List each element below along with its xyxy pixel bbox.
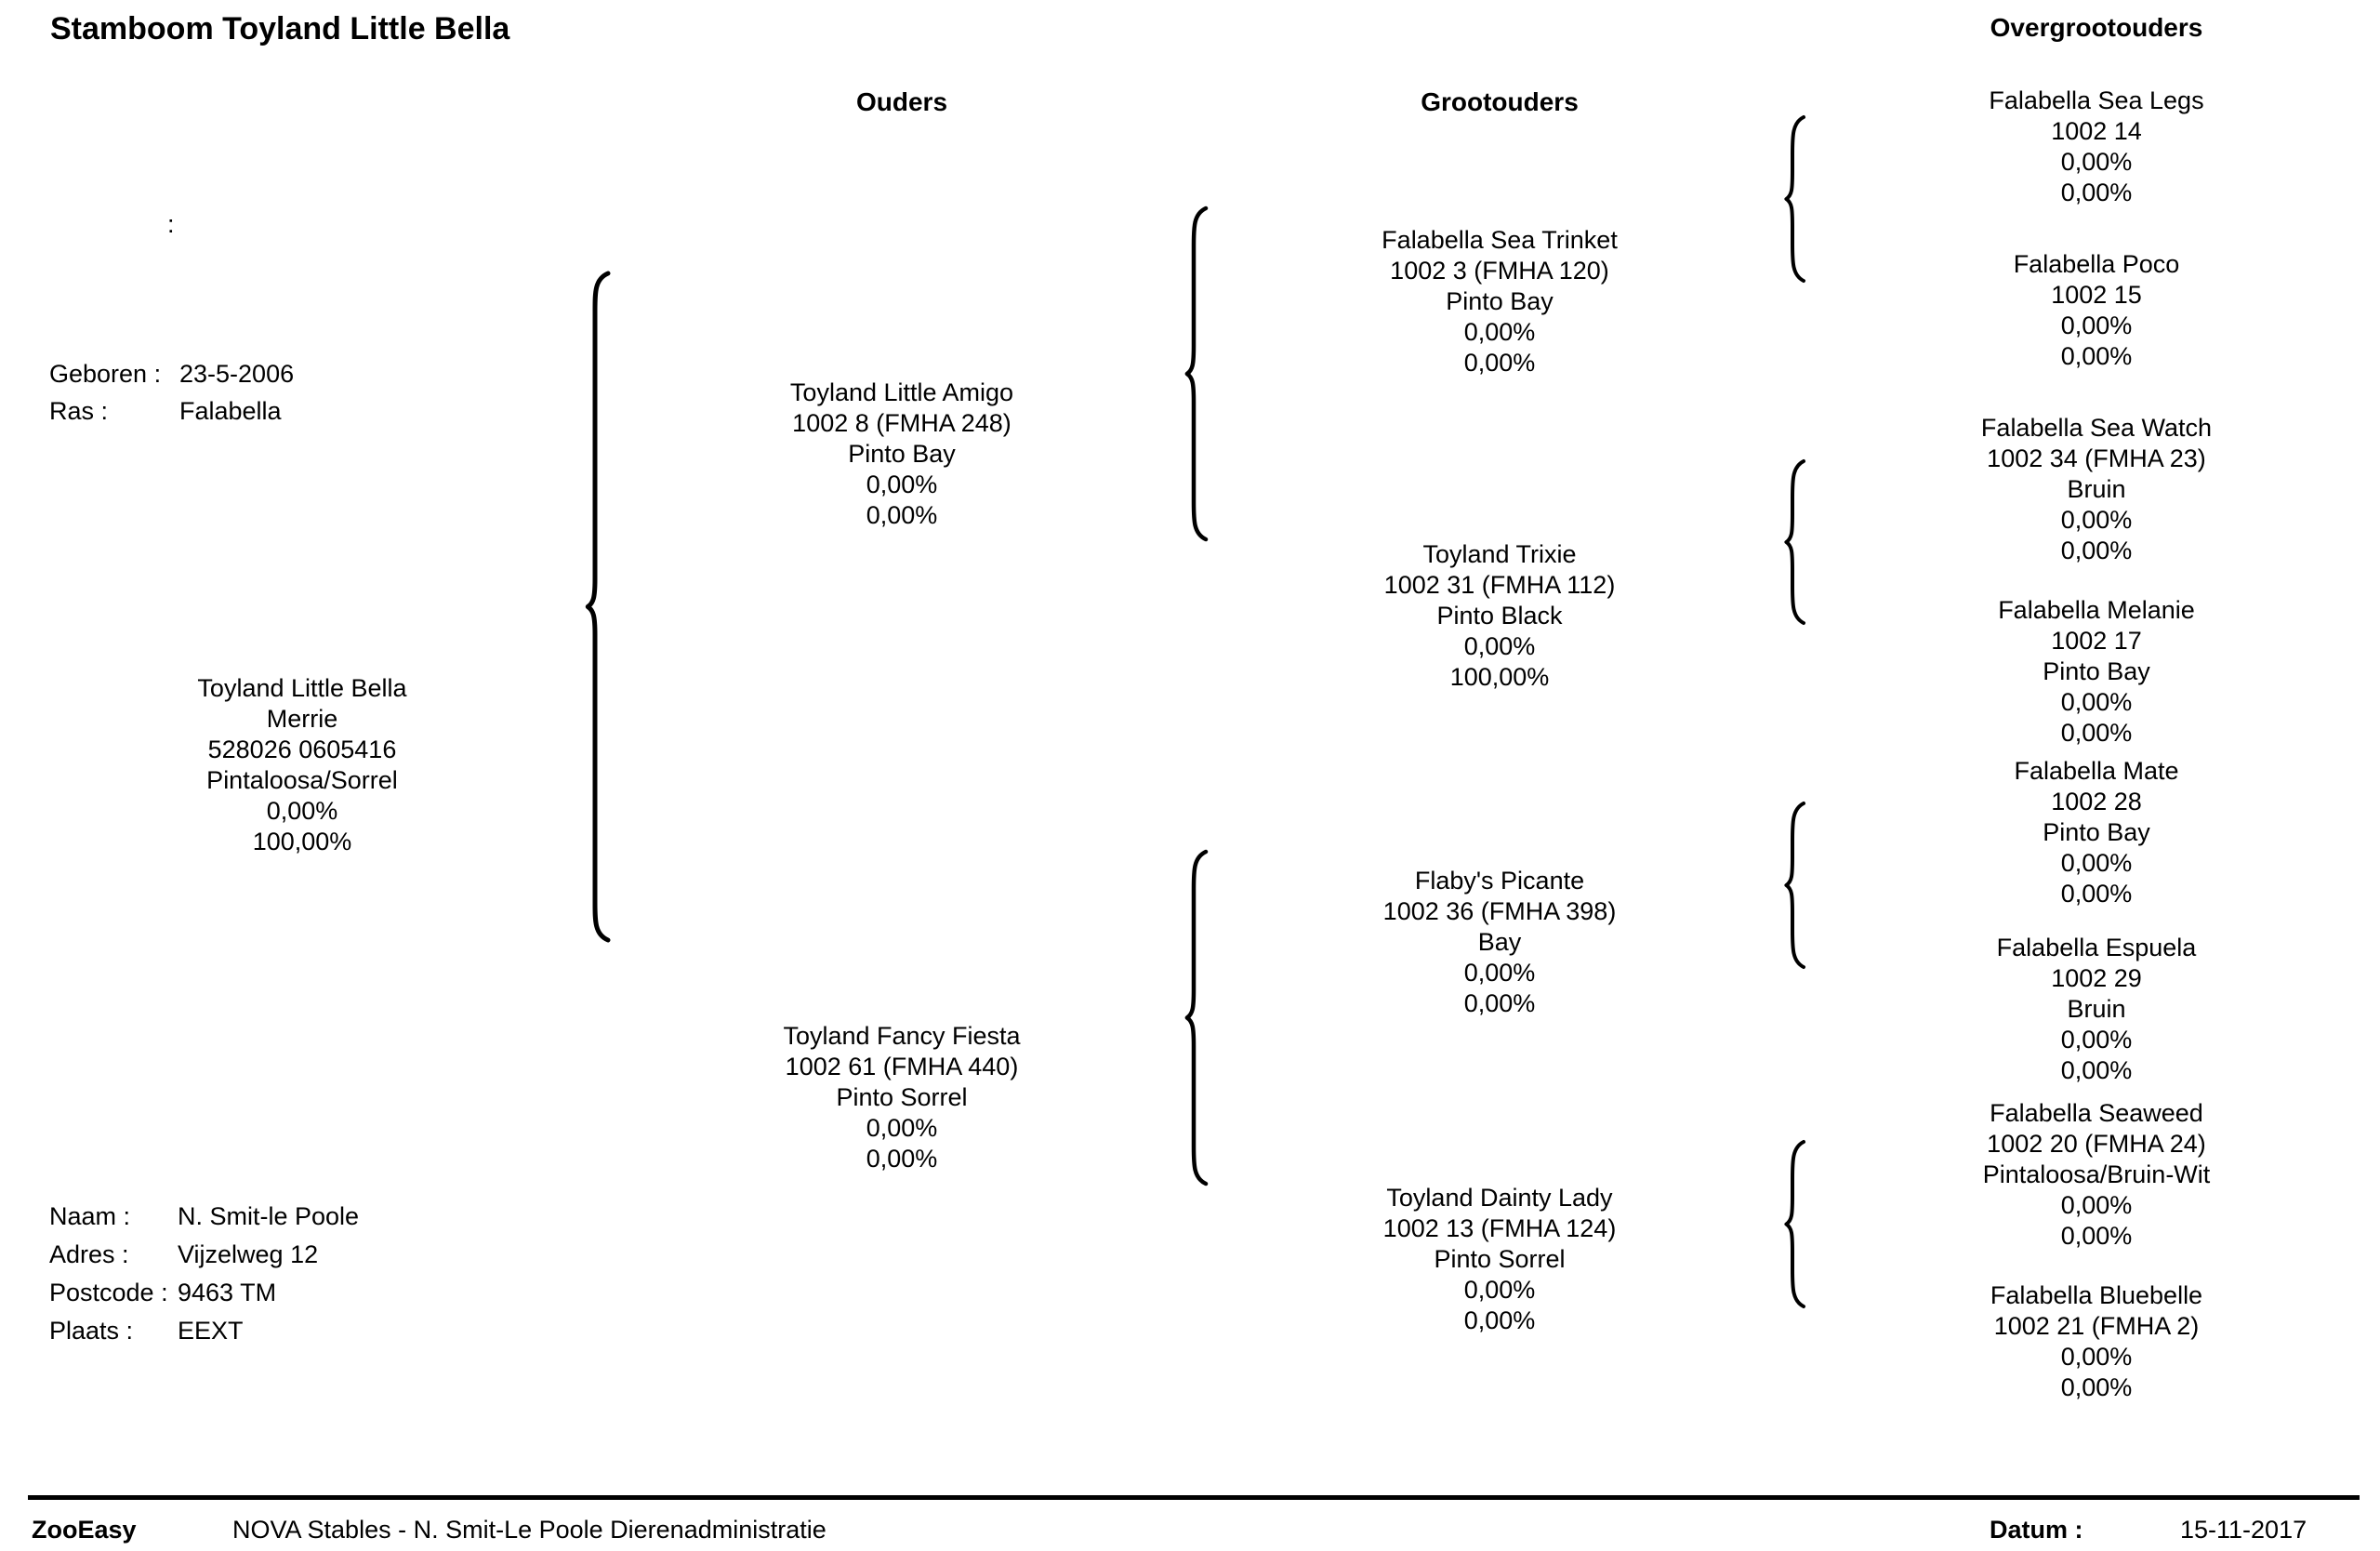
great-grandparent-block-line: Falabella Sea Legs (1989, 86, 2204, 114)
great-grandparent-block-line: Falabella Melanie (1998, 596, 2195, 624)
subject-pct-2: 100,00% (252, 828, 352, 855)
header-ouders: Ouders (855, 87, 948, 116)
brace-subject (588, 273, 608, 940)
naam-label: Naam : (49, 1202, 131, 1230)
adres-label: Adres : (49, 1240, 129, 1268)
great-grandparent-block-line: 0,00% (2060, 688, 2133, 716)
footer-app-name: ZooEasy (32, 1516, 137, 1544)
parent-block-line: 1002 8 (FMHA 248) (792, 409, 1012, 437)
plaats-label: Plaats : (49, 1317, 134, 1345)
grandparent-block-line: 0,00% (1463, 989, 1536, 1017)
great-grandparent-block-line: Falabella Bluebelle (1990, 1281, 2203, 1309)
ras-value: Falabella (179, 397, 282, 425)
great-grandparent-block-line: 0,00% (2060, 1222, 2133, 1250)
parent-block-line: 0,00% (866, 1145, 938, 1173)
great-grandparent-block-line: 0,00% (2060, 506, 2133, 534)
great-grandparent-block-line: Falabella Espuela (1996, 934, 2197, 961)
parent-block-line: 0,00% (866, 501, 938, 529)
great-grandparent-block-line: Pinto Bay (2043, 818, 2150, 846)
great-grandparent-block-line: Bruin (2067, 475, 2126, 503)
great-grandparent-block-line: 0,00% (2060, 1373, 2133, 1401)
great-grandparent-block-line: Falabella Poco (2013, 250, 2180, 278)
brace-gp-1 (1786, 117, 1804, 281)
parent-block-line: 1002 61 (FMHA 440) (785, 1053, 1019, 1080)
parent-block-line: Pinto Bay (848, 440, 956, 468)
great-grandparent-block-line: 1002 17 (2051, 627, 2142, 655)
great-grandparent-block-line: Pintaloosa/Bruin-Wit (1982, 1160, 2211, 1188)
subject-id: 528026 0605416 (207, 736, 397, 763)
geboren-value: 23-5-2006 (179, 360, 295, 388)
great-grandparent-block-line: 0,00% (2060, 1343, 2133, 1371)
great-grandparent-block-line: 1002 34 (FMHA 23) (1987, 444, 2206, 472)
great-grandparent-block-line: 1002 15 (2051, 281, 2142, 309)
brace-gp-4 (1786, 1142, 1804, 1306)
grandparent-block-line: Pinto Bay (1446, 287, 1554, 315)
naam-value: N. Smit-le Poole (178, 1202, 360, 1230)
grandparent-block-line: Flaby's Picante (1414, 867, 1585, 895)
grandparent-block-line: 0,00% (1463, 1306, 1536, 1334)
grandparent-block-line: 0,00% (1463, 959, 1536, 987)
great-grandparent-block-line: 0,00% (2060, 537, 2133, 564)
plaats-value: EEXT (178, 1317, 244, 1345)
subject-name: Toyland Little Bella (197, 674, 407, 702)
subject-sex: Merrie (266, 705, 338, 733)
great-grandparent-block-line: 0,00% (2060, 849, 2133, 877)
grandparent-block-line: 1002 3 (FMHA 120) (1390, 257, 1609, 285)
grandparent-block-line: Toyland Trixie (1422, 540, 1577, 568)
great-grandparent-block-line: Bruin (2067, 995, 2126, 1023)
grandparent-block-line: 0,00% (1463, 349, 1536, 377)
subject-color: Pintaloosa/Sorrel (206, 766, 398, 794)
grandparent-block-line: Toyland Dainty Lady (1386, 1184, 1613, 1212)
ras-label: Ras : (49, 397, 109, 425)
great-grandparent-block-line: 0,00% (2060, 1191, 2133, 1219)
great-grandparent-block-line: 1002 29 (2051, 964, 2142, 992)
parent-block-line: Toyland Fancy Fiesta (783, 1022, 1021, 1050)
brace-gp-3 (1786, 803, 1804, 967)
header-grootouders: Grootouders (1421, 87, 1579, 116)
brace-parent-2 (1187, 852, 1206, 1184)
parent-block-line: 0,00% (866, 1114, 938, 1142)
great-grandparent-block-line: 0,00% (2060, 148, 2133, 176)
grandparent-block-line: Pinto Black (1436, 602, 1563, 630)
great-grandparent-block-line: 0,00% (2060, 880, 2133, 908)
great-grandparent-block-line: 1002 28 (2051, 788, 2142, 815)
geboren-label: Geboren : (49, 360, 162, 388)
great-grandparent-block-line: Falabella Mate (2014, 757, 2179, 785)
great-grandparent-block-line: 0,00% (2060, 179, 2133, 206)
parent-block-line: Toyland Little Amigo (789, 378, 1014, 406)
great-grandparent-block-line: 0,00% (2060, 312, 2133, 339)
great-grandparent-block-line: Falabella Seaweed (1990, 1099, 2203, 1127)
great-grandparent-block-line: 0,00% (2060, 1026, 2133, 1054)
grandparent-block-line: 100,00% (1449, 663, 1550, 691)
page-title: Stamboom Toyland Little Bella (50, 11, 510, 46)
great-grandparent-block-line: 0,00% (2060, 1056, 2133, 1084)
great-grandparent-block-line: 1002 14 (2051, 117, 2142, 145)
great-grandparent-block-line: 0,00% (2060, 719, 2133, 747)
parent-block-line: Pinto Sorrel (836, 1083, 968, 1111)
grandparent-block-line: 0,00% (1463, 1276, 1536, 1304)
great-grandparent-block-line: Pinto Bay (2043, 657, 2150, 685)
footer-organisation: NOVA Stables - N. Smit-Le Poole Dierenadministratie (232, 1516, 826, 1544)
grandparent-block-line: 0,00% (1463, 632, 1536, 660)
brace-parent-1 (1187, 208, 1206, 539)
postcode-label: Postcode : (49, 1279, 168, 1306)
grandparent-block-line: 0,00% (1463, 318, 1536, 346)
brace-gp-2 (1786, 461, 1804, 623)
great-grandparent-block-line: 1002 21 (FMHA 2) (1993, 1312, 2200, 1340)
parent-block-line: 0,00% (866, 471, 938, 498)
footer-datum-label: Datum : (1990, 1516, 2083, 1544)
grandparent-block-line: 1002 13 (FMHA 124) (1382, 1214, 1617, 1242)
postcode-value: 9463 TM (178, 1279, 277, 1306)
grandparent-block-line: Bay (1477, 928, 1522, 956)
adres-value: Vijzelweg 12 (178, 1240, 319, 1268)
grandparent-block-line: 1002 31 (FMHA 112) (1383, 571, 1616, 599)
subject-pct-1: 0,00% (266, 797, 338, 825)
empty-field-colon: : (167, 210, 175, 238)
footer-datum-value: 15-11-2017 (2180, 1516, 2307, 1544)
header-overgrootouders: Overgrootouders (1990, 13, 2203, 42)
great-grandparent-block-line: Falabella Sea Watch (1980, 414, 2213, 442)
grandparent-block-line: Falabella Sea Trinket (1382, 226, 1618, 254)
great-grandparent-block-line: 0,00% (2060, 342, 2133, 370)
great-grandparent-block-line: 1002 20 (FMHA 24) (1987, 1130, 2206, 1158)
grandparent-block-line: Pinto Sorrel (1434, 1245, 1566, 1273)
grandparent-block-line: 1002 36 (FMHA 398) (1382, 897, 1617, 925)
footer-divider (28, 1495, 2360, 1500)
